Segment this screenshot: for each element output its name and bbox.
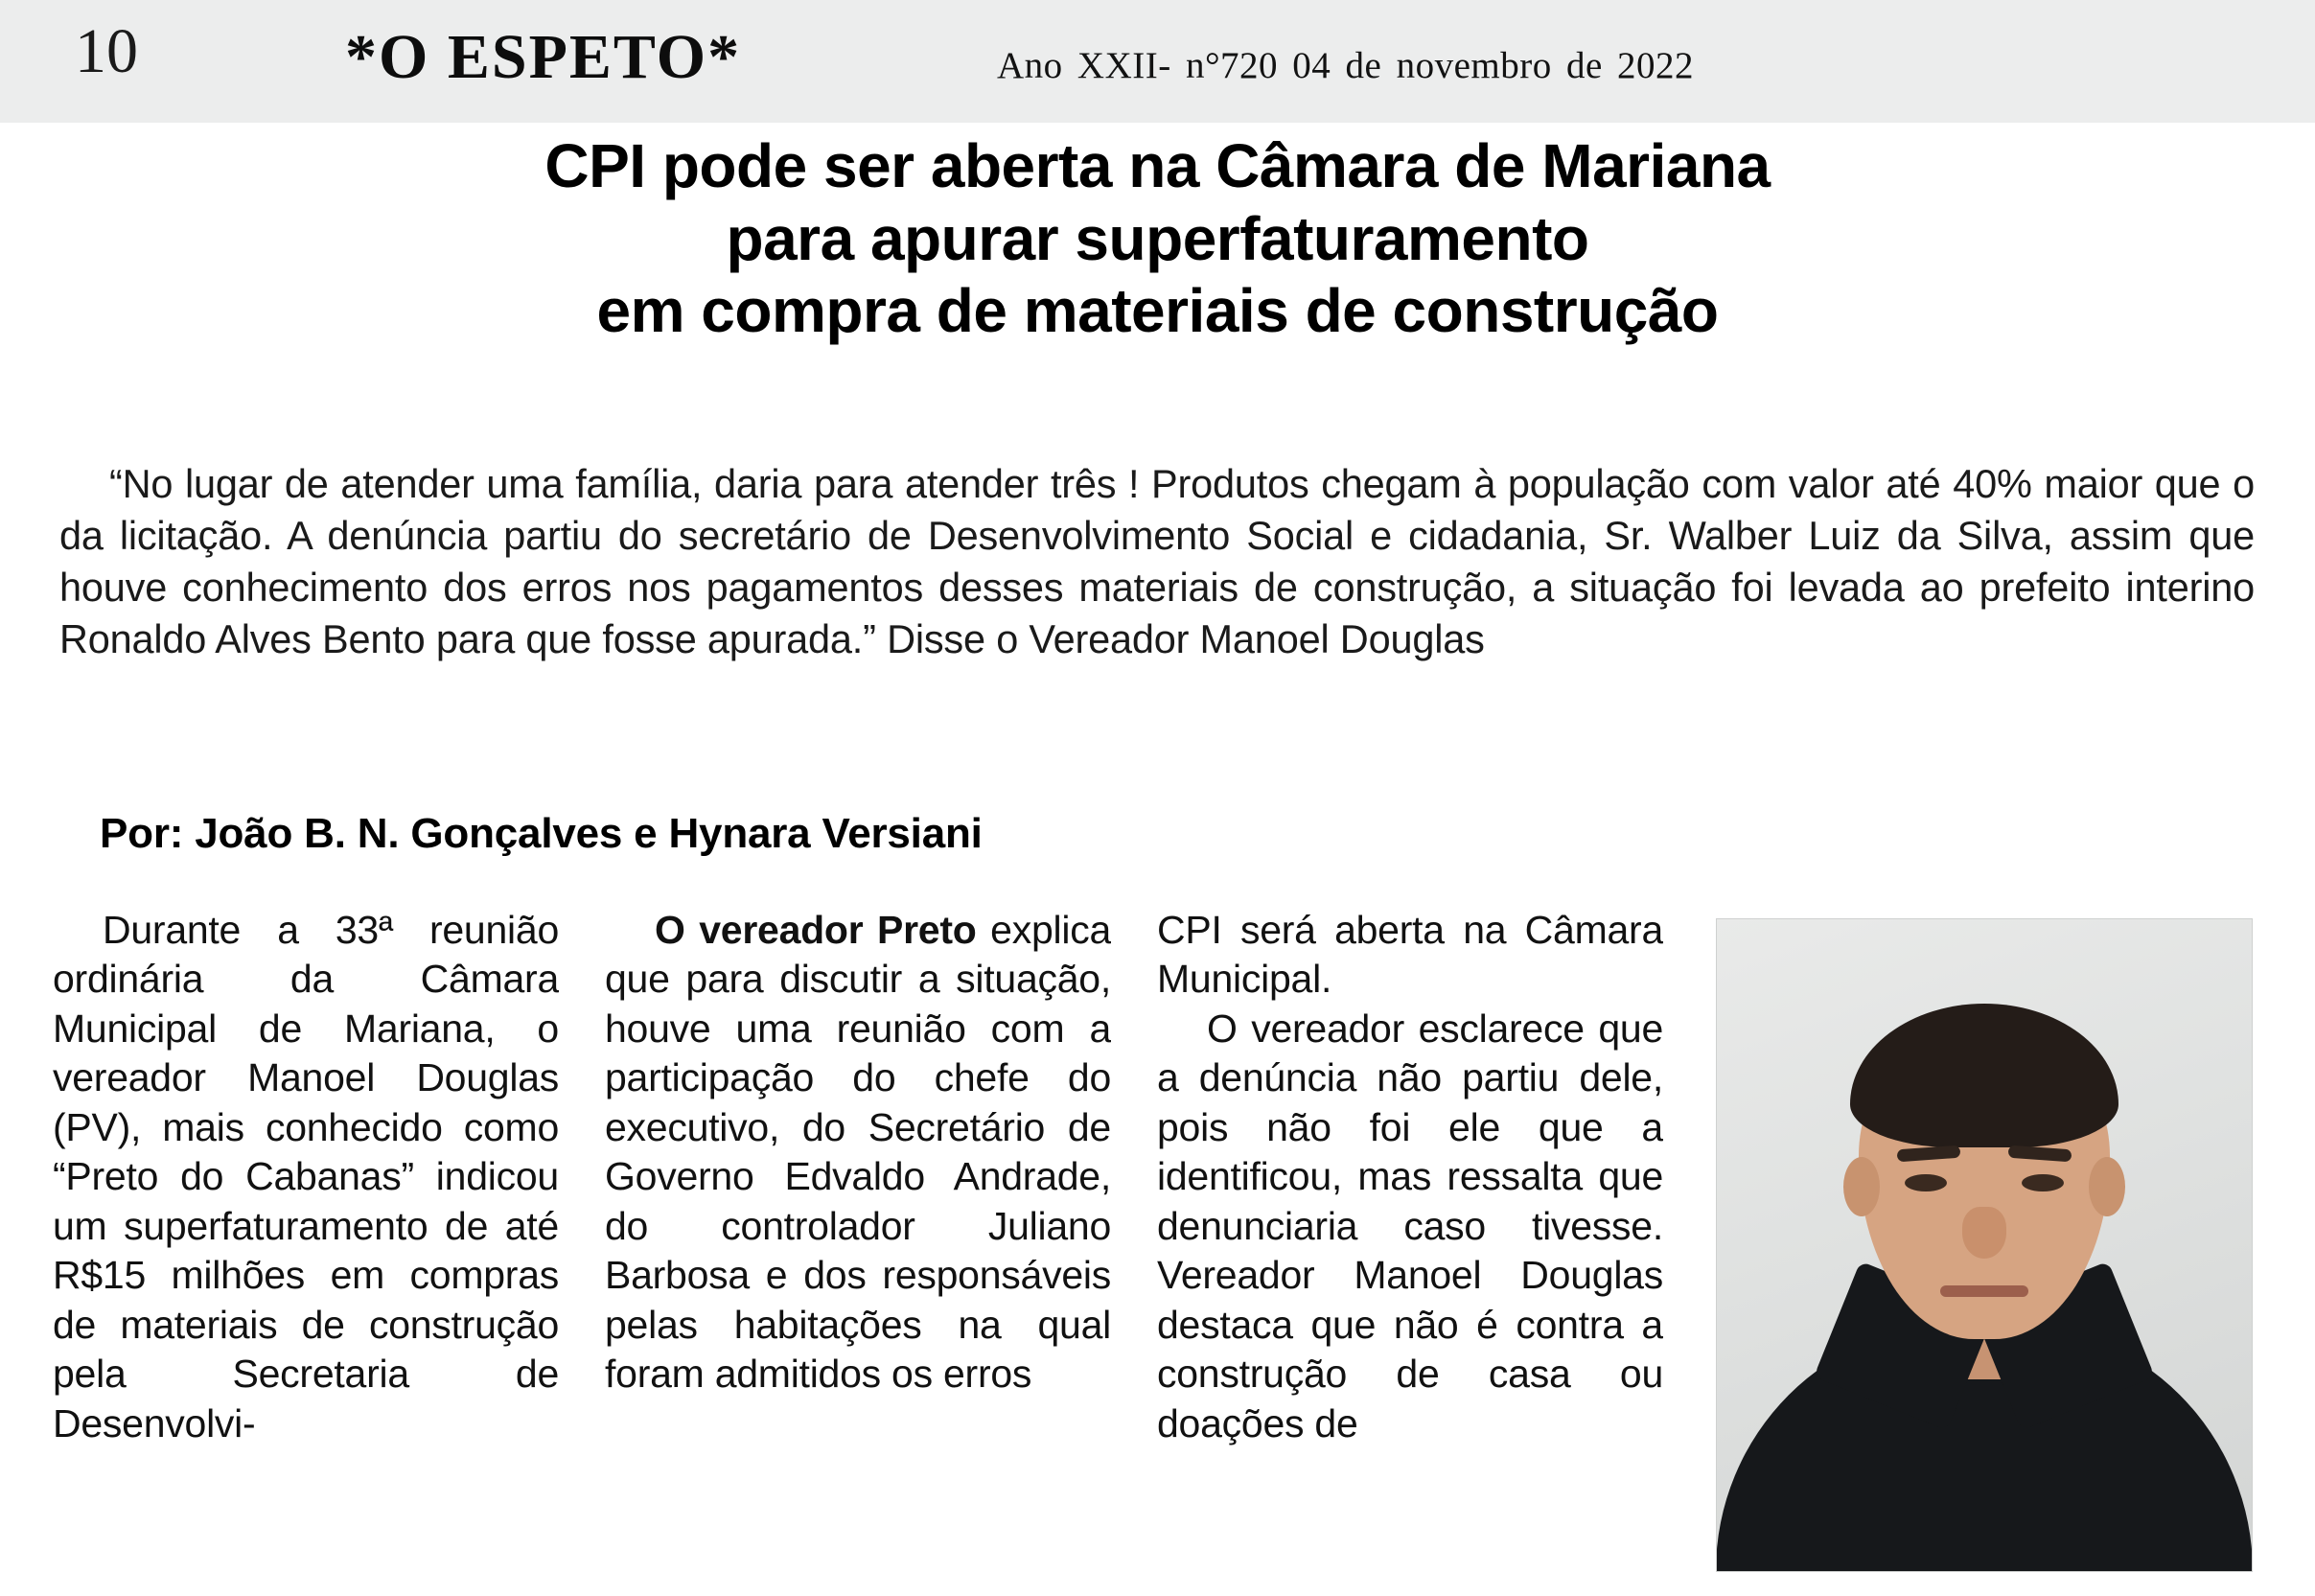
column-2-lead-bold: O vereador Preto — [655, 908, 977, 952]
column-1-text: Durante a 33ª reunião ordinária da Câmara Municipal de Mariana, o vereador Manoel Douglas (PV), mais conhecido como “Preto do Cabanas” indicou um superfaturamento de até R$15 milhões em compras de materiais de construção pela Secretaria de Desenvolvi- — [53, 908, 559, 1446]
portrait-ear-left — [1843, 1157, 1880, 1216]
article-column-3 — [1157, 906, 1663, 1596]
article-column-1 — [53, 906, 559, 1596]
byline: Por: João B. N. Gonçalves e Hynara Versiani — [100, 810, 983, 857]
lead-paragraph — [59, 458, 2255, 665]
issue-line: Ano XXII- n°720 04 de novembro de 2022 — [997, 45, 1695, 86]
lead-text: “No lugar de atender uma família, daria para atender três ! Produtos chegam à população com valor até 40% maior que o da licitação. A denúncia partiu do secretário de Desenvolvimento Social e cidadania, Sr. Walber Luiz da Silva, assim que houve conhecimento dos erros nos pagamentos desses materiais de construção, a situação foi levada ao prefeito interino Ronaldo Alves Bento para que fosse apurada.” Disse o Vereador Manoel Douglas — [59, 461, 2255, 661]
column-3-text: CPI será aberta na Câmara Municipal. — [1157, 908, 1663, 1002]
portrait-eye-left — [1905, 1174, 1947, 1191]
page-number: 10 — [75, 16, 138, 86]
paragraph — [605, 906, 1111, 1399]
portrait-ear-right — [2089, 1157, 2125, 1216]
column-3b-text: O vereador esclarece que a denúncia não partiu dele, pois não foi ele que a identificou, mas ressalta que denunciaria caso tivesse. Vereador Manoel Douglas destaca que não é contra a construção de casa ou doações de — [1157, 1006, 1663, 1446]
article-photo — [1716, 918, 2253, 1572]
headline — [0, 130, 2315, 348]
article-column-2 — [605, 906, 1111, 1596]
headline-line-3: em compra de materiais de construção — [596, 276, 1719, 346]
portrait-eye-right — [2022, 1174, 2064, 1191]
headline-line-1: CPI pode ser aberta na Câmara de Mariana — [544, 131, 1771, 200]
portrait-nose — [1962, 1207, 2006, 1259]
headline-line-2: para apurar superfaturamento — [726, 203, 1589, 273]
article-columns — [53, 906, 1663, 1596]
paragraph — [1157, 1005, 1663, 1448]
paragraph — [53, 906, 559, 1448]
paper-title: *O ESPETO* — [345, 22, 742, 92]
masthead — [0, 0, 2315, 123]
portrait-mouth — [1940, 1285, 2028, 1297]
paragraph — [1157, 906, 1663, 1005]
column-2-text: explica que para discutir a situação, houve uma reunião com a participação do chefe do executivo, do Secretário de Governo Edvaldo Andrade, do controlador Juliano Barbosa e dos responsáveis pelas habitações na qual foram admitidos os erros — [605, 908, 1111, 1397]
